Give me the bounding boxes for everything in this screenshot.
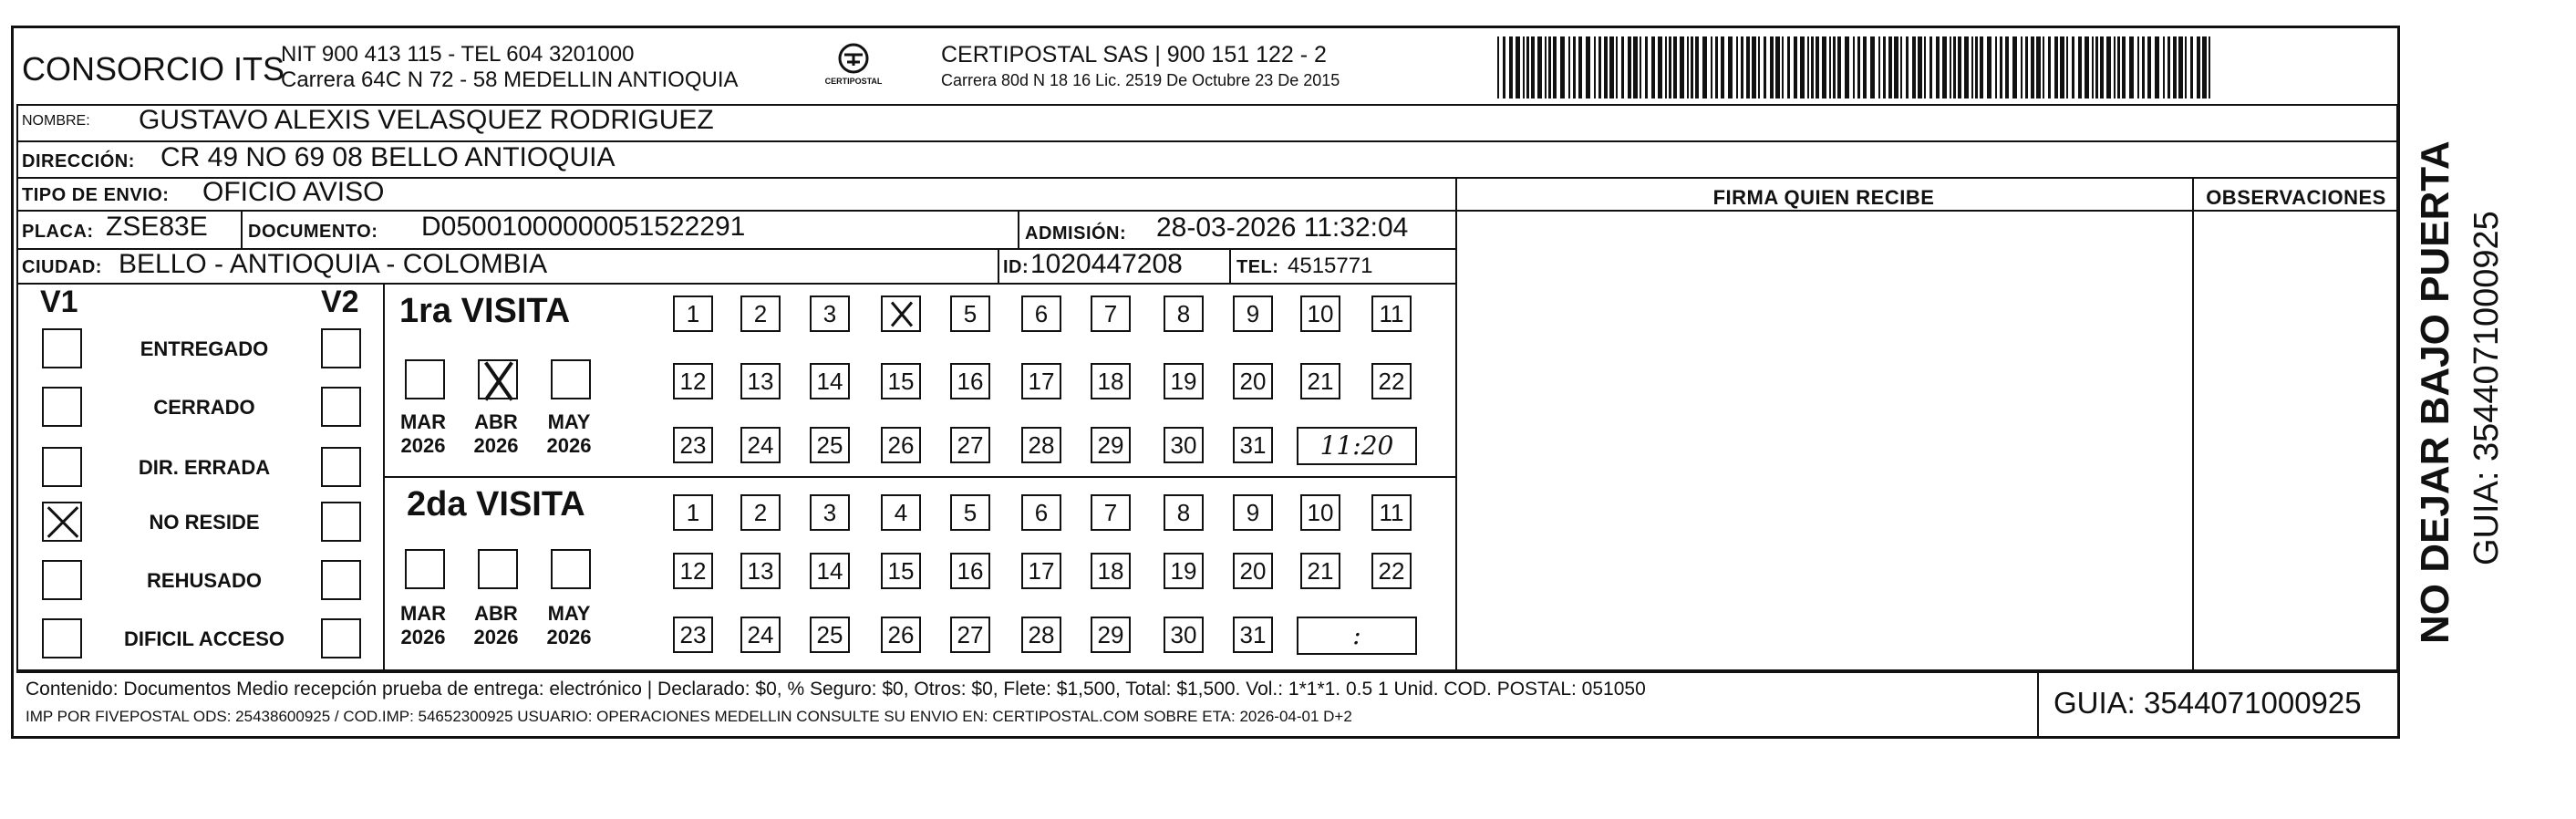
day-checkbox[interactable]: 27	[950, 427, 990, 463]
day-checkbox[interactable]: 4	[881, 494, 921, 531]
barcode-bar	[1503, 36, 1505, 98]
barcode-bar	[1764, 36, 1766, 98]
barcode-bar	[2106, 36, 2111, 98]
tipo-envio-value: OFICIO AVISO	[202, 177, 385, 207]
barcode-bar	[1775, 36, 1780, 98]
barcode-bar	[2005, 36, 2009, 98]
barcode-bar	[1526, 36, 1529, 98]
month-label	[394, 602, 452, 649]
month-checkbox[interactable]	[405, 359, 445, 399]
company-address: Carrera 64C N 72 - 58 MEDELLIN ANTIOQUIA	[281, 67, 739, 92]
status-label: DIR. ERRADA	[138, 456, 271, 479]
barcode-bar	[1912, 36, 1916, 98]
placa-label: PLACA:	[22, 222, 94, 242]
nombre-label: NOMBRE:	[22, 113, 90, 129]
barcode-bar	[1936, 36, 1940, 98]
barcode-bar	[1953, 36, 1956, 98]
barcode-bar	[2163, 36, 2165, 98]
month-year: 2026	[400, 434, 446, 457]
barcode-bar	[1800, 36, 1805, 98]
day-checkbox[interactable]: 7	[1091, 494, 1131, 531]
day-checkbox[interactable]: 11	[1371, 295, 1412, 332]
barcode-bar	[1863, 36, 1867, 98]
day-checkbox[interactable]: 29	[1091, 427, 1131, 463]
day-checkbox[interactable]: 10	[1300, 494, 1340, 531]
month-name: MAR	[399, 602, 447, 625]
day-checkbox[interactable]: 10	[1300, 295, 1340, 332]
barcode-bar	[2178, 36, 2183, 98]
barcode-bar	[2209, 36, 2210, 98]
barcode-bar	[1906, 36, 1909, 98]
barcode-bar	[1573, 36, 1576, 98]
visit1-title: 1ra VISITA	[399, 292, 571, 330]
barcode-bar	[1616, 36, 1618, 98]
day-checkbox[interactable]: 6	[1021, 494, 1061, 531]
barcode-bar	[1594, 36, 1596, 98]
day-checkbox[interactable]: 23	[673, 427, 713, 463]
barcode-bar	[2137, 36, 2139, 98]
status-label: NO RESIDE	[149, 511, 260, 534]
firma-left-border	[1455, 177, 1457, 671]
barcode-bar	[1669, 36, 1671, 98]
col-divider	[1018, 210, 1019, 248]
barcode-bar	[1621, 36, 1624, 98]
day-checkbox[interactable]: 25	[810, 427, 850, 463]
certipostal-line: CERTIPOSTAL SAS | 900 151 122 - 2	[941, 42, 1327, 67]
barcode-bar	[1942, 36, 1947, 98]
barcode-bar	[1537, 36, 1542, 98]
barcode-bar	[1971, 36, 1973, 98]
month-name: MAR	[399, 410, 447, 433]
barcode-bar	[1497, 36, 1499, 98]
day-checkbox[interactable]: 26	[881, 617, 921, 653]
barcode-bar	[1752, 36, 1756, 98]
day-checkbox[interactable]: 11	[1371, 494, 1412, 531]
day-checkbox[interactable]: 17	[1021, 553, 1061, 589]
id-label: ID:	[1003, 257, 1029, 277]
v1-checkbox[interactable]	[42, 387, 82, 427]
month-label	[394, 410, 452, 458]
day-checkbox[interactable]: 9	[1233, 494, 1273, 531]
ciudad-value: BELLO - ANTIOQUIA - COLOMBIA	[119, 249, 548, 279]
barcode-bar	[2060, 36, 2064, 98]
month-year: 2026	[473, 626, 519, 648]
status-label: DIFICIL ACCESO	[123, 627, 284, 650]
day-checkbox[interactable]: 24	[740, 427, 781, 463]
firma-header: FIRMA QUIEN RECIBE	[1712, 186, 1935, 209]
barcode-bar	[1553, 36, 1557, 98]
barcode-bar	[2085, 36, 2089, 98]
month-label	[540, 410, 598, 458]
barcode-bar	[1658, 36, 1662, 98]
status-label: REHUSADO	[147, 569, 262, 592]
barcode-bar	[2114, 36, 2116, 98]
day-checkbox[interactable]: 5	[950, 494, 990, 531]
barcode-bar	[1807, 36, 1809, 98]
barcode-bar	[2078, 36, 2082, 98]
barcode-bar	[1782, 36, 1784, 98]
barcode-bar	[1736, 36, 1738, 98]
barcode-bar	[2000, 36, 2002, 98]
month-checkbox[interactable]	[551, 549, 591, 589]
month-year: 2026	[546, 434, 592, 457]
certipostal-logo	[817, 42, 890, 93]
barcode-bar	[2021, 36, 2023, 98]
barcode-bar	[2095, 36, 2098, 98]
barcode-bar	[1645, 36, 1648, 98]
barcode-bar	[1721, 36, 1724, 98]
barcode-bar	[1548, 36, 1551, 98]
barcode-bar	[2100, 36, 2104, 98]
day-checkbox[interactable]: 25	[810, 617, 850, 653]
firma-signature-area[interactable]	[1459, 212, 2188, 668]
day-checkbox[interactable]: 16	[950, 363, 990, 399]
barcode-bar	[1900, 36, 1902, 98]
time-field[interactable]: 11:20	[1297, 427, 1417, 465]
barcode-bar	[1894, 36, 1898, 98]
footer-guia: GUIA: 3544071000925	[2054, 686, 2362, 720]
status-label: ENTREGADO	[140, 337, 269, 360]
day-checkbox[interactable]: 31	[1233, 427, 1273, 463]
side-guia: GUIA: 3544071000925	[2467, 211, 2506, 565]
day-checkbox[interactable]: 19	[1164, 553, 1204, 589]
v2-checkbox[interactable]	[321, 387, 361, 427]
barcode-bar	[2072, 36, 2074, 98]
barcode-bar	[1578, 36, 1582, 98]
day-checkbox[interactable]: 8	[1164, 494, 1204, 531]
month-checkbox[interactable]	[551, 359, 591, 399]
barcode-bar	[1995, 36, 1997, 98]
barcode-bar	[2025, 36, 2028, 98]
barcode-bar	[1811, 36, 1814, 98]
barcode-bar	[2155, 36, 2159, 98]
month-year: 2026	[473, 434, 519, 457]
barcode-bar	[1950, 36, 1951, 98]
day-checkbox[interactable]: 17	[1021, 363, 1061, 399]
barcode-bar	[1888, 36, 1892, 98]
day-checkbox[interactable]: 22	[1371, 363, 1412, 399]
day-checkbox[interactable]: 6	[1021, 295, 1061, 332]
barcode-bar	[2122, 36, 2126, 98]
visit-divider	[383, 476, 1455, 478]
barcode-bar	[1665, 36, 1667, 98]
month-name: ABR	[474, 602, 518, 625]
day-checkbox[interactable]: 29	[1091, 617, 1131, 653]
day-checkbox[interactable]: 13	[740, 553, 781, 589]
day-checkbox[interactable]: 30	[1164, 617, 1204, 653]
barcode-bar	[1523, 36, 1525, 98]
day-checkbox[interactable]: 21	[1300, 363, 1340, 399]
barcode-bar	[1987, 36, 1991, 98]
barcode-bar	[1640, 36, 1641, 98]
barcode-bar	[1816, 36, 1819, 98]
day-checkbox[interactable]: 3	[810, 494, 850, 531]
month-year: 2026	[546, 626, 592, 648]
direccion-value: CR 49 NO 69 08 BELLO ANTIOQUIA	[160, 142, 616, 172]
barcode-bar	[1794, 36, 1797, 98]
month-label	[467, 602, 525, 649]
barcode-bar	[1958, 36, 1961, 98]
barcode-bar	[1837, 36, 1841, 98]
documento-label: DOCUMENTO:	[248, 222, 378, 242]
day-checkbox[interactable]: 19	[1164, 363, 1204, 399]
barcode-bar	[1673, 36, 1677, 98]
day-checkbox[interactable]: 12	[673, 553, 713, 589]
placa-value: ZSE83E	[106, 212, 208, 242]
barcode-bar	[1980, 36, 1983, 98]
month-label	[467, 410, 525, 458]
barcode-bar	[2142, 36, 2145, 98]
barcode-bar	[2043, 36, 2044, 98]
tipo-envio-label: TIPO DE ENVIO:	[22, 185, 170, 205]
day-checkbox[interactable]: 9	[1233, 295, 1273, 332]
barcode-bar	[1598, 36, 1601, 98]
barcode-bar	[2054, 36, 2058, 98]
barcode-bar	[1845, 36, 1849, 98]
barcode-bar	[1883, 36, 1886, 98]
v1-checkbox[interactable]	[42, 328, 82, 368]
barcode-bar	[1560, 36, 1565, 98]
day-checkbox[interactable]: 21	[1300, 553, 1340, 589]
barcode-bar	[1568, 36, 1570, 98]
barcode-bar	[2036, 36, 2041, 98]
admision-value: 28-03-2026 11:32:04	[1156, 213, 1409, 243]
documento-value: D05001000000051522291	[421, 212, 746, 242]
nombre-value: GUSTAVO ALEXIS VELASQUEZ RODRIGUEZ	[139, 105, 714, 135]
nit-line: NIT 900 413 115 - TEL 604 3201000	[281, 42, 635, 67]
barcode-bar	[1822, 36, 1826, 98]
barcode-bar	[2012, 36, 2017, 98]
barcode-bar	[1633, 36, 1638, 98]
barcode-bar	[1687, 36, 1689, 98]
day-checkbox[interactable]: 26	[881, 427, 921, 463]
v1-checkbox[interactable]	[42, 618, 82, 658]
contenido-line: Contenido: Documentos Medio recepción prueba de entrega: electrónico | Declarado: $0, % Seguro: $0, Otros: $0, Flete: $1,500, Total: $1,500. Vol.: 1*1*1. 0.5 1 Unid. COD. POSTAL: 051050	[26, 679, 1646, 700]
month-checkbox[interactable]	[478, 549, 518, 589]
month-name: MAY	[547, 410, 591, 433]
barcode-bar	[1715, 36, 1718, 98]
month-name: ABR	[474, 410, 518, 433]
status-label: CERRADO	[153, 396, 255, 419]
v2-checkbox[interactable]	[321, 502, 361, 542]
barcode-bar	[2129, 36, 2134, 98]
day-checkbox[interactable]: 16	[950, 553, 990, 589]
barcode-bar	[1702, 36, 1707, 98]
barcode-bar	[1758, 36, 1760, 98]
day-checkbox[interactable]: 27	[950, 617, 990, 653]
tel-label: TEL:	[1236, 257, 1279, 277]
barcode-bar	[2092, 36, 2094, 98]
barcode-bar	[1586, 36, 1590, 98]
barcode-bar	[2190, 36, 2193, 98]
barcode-bar	[2202, 36, 2207, 98]
day-checkbox[interactable]: 2	[740, 295, 781, 332]
v1-checkbox[interactable]	[42, 560, 82, 600]
tel-value: 4515771	[1288, 254, 1373, 278]
v2-checkbox[interactable]	[321, 328, 361, 368]
day-checkbox[interactable]: 2	[740, 494, 781, 531]
day-checkbox[interactable]: 22	[1371, 553, 1412, 589]
day-checkbox[interactable]: 1	[673, 295, 713, 332]
row-divider	[16, 283, 1455, 285]
barcode-bar	[1918, 36, 1922, 98]
v2-checkbox[interactable]	[321, 560, 361, 600]
day-checkbox[interactable]: 14	[810, 363, 850, 399]
company-name: CONSORCIO ITS	[22, 50, 285, 88]
barcode-bar	[1651, 36, 1655, 98]
direccion-label: DIRECCIÓN:	[22, 151, 135, 171]
barcode-bar	[1929, 36, 1932, 98]
ciudad-label: CIUDAD:	[22, 257, 102, 277]
barcode-bar	[1691, 36, 1693, 98]
barcode-bar	[1545, 36, 1547, 98]
day-checkbox[interactable]: 28	[1021, 427, 1061, 463]
barcode-bar	[1770, 36, 1774, 98]
barcode-bar	[1924, 36, 1926, 98]
day-checkbox[interactable]: 24	[740, 617, 781, 653]
logo-text: CERTIPOSTAL	[824, 77, 883, 86]
barcode-bar	[1604, 36, 1608, 98]
month-year: 2026	[400, 626, 446, 648]
time-field[interactable]: :	[1297, 617, 1417, 655]
barcode-bar	[1787, 36, 1790, 98]
day-checkbox[interactable]: 18	[1091, 363, 1131, 399]
barcode-bar	[2173, 36, 2177, 98]
barcode-bar	[2185, 36, 2187, 98]
barcode-bar	[1728, 36, 1733, 98]
barcode-bar	[1509, 36, 1513, 98]
day-checkbox[interactable]: 8	[1164, 295, 1204, 332]
barcode-bar	[2066, 36, 2068, 98]
footer-divider	[16, 671, 2398, 673]
barcode-bar	[1975, 36, 1978, 98]
barcode-bar	[1870, 36, 1875, 98]
barcode-bar	[1695, 36, 1699, 98]
barcode-bar	[2197, 36, 2200, 98]
observaciones-area[interactable]	[2196, 212, 2396, 668]
observaciones-left-border	[2192, 177, 2194, 671]
barcode-bar	[2167, 36, 2170, 98]
day-checkbox[interactable]: 31	[1233, 617, 1273, 653]
day-checkbox[interactable]: 3	[810, 295, 850, 332]
barcode-bar	[1964, 36, 1969, 98]
barcode-bar	[1857, 36, 1860, 98]
barcode-bar	[1711, 36, 1712, 98]
v1-checkbox[interactable]	[42, 502, 82, 542]
day-checkbox[interactable]: 7	[1091, 295, 1131, 332]
day-checkbox[interactable]: 20	[1233, 363, 1273, 399]
month-checkbox[interactable]	[405, 549, 445, 589]
barcode-bar	[2048, 36, 2051, 98]
v1-checkbox[interactable]	[42, 447, 82, 487]
day-checkbox[interactable]: 1	[673, 494, 713, 531]
id-value: 1020447208	[1030, 249, 1183, 279]
v2-header: V2	[321, 285, 359, 319]
col-divider	[1229, 248, 1231, 283]
day-checkbox[interactable]: 20	[1233, 553, 1273, 589]
observaciones-header: OBSERVACIONES	[2206, 186, 2386, 209]
certipostal-address: Carrera 80d N 18 16 Lic. 2519 De Octubre 23 De 2015	[941, 71, 1340, 89]
v2-checkbox[interactable]	[321, 618, 361, 658]
visit2-title: 2da VISITA	[407, 485, 585, 524]
barcode-bar	[1878, 36, 1880, 98]
barcode-bar	[1746, 36, 1750, 98]
month-label	[540, 602, 598, 649]
month-checkbox[interactable]	[478, 359, 518, 399]
day-checkbox[interactable]: 14	[810, 553, 850, 589]
day-checkbox[interactable]	[881, 295, 921, 332]
barcode-bar	[1609, 36, 1614, 98]
barcode-bar	[1833, 36, 1836, 98]
day-checkbox[interactable]: 15	[881, 363, 921, 399]
imp-line: IMP POR FIVEPOSTAL ODS: 25438600925 / COD.IMP: 54652300925 USUARIO: OPERACIONES MEDELLIN CONSULTE SU ENVIO EN: CERTIPOSTAL.COM SOBRE ETA: 2026-04-01 D+2	[26, 708, 1352, 725]
day-checkbox[interactable]: 12	[673, 363, 713, 399]
barcode-bar	[1741, 36, 1743, 98]
col-divider	[998, 248, 999, 283]
col-divider	[241, 210, 243, 248]
v1-header: V1	[40, 285, 78, 319]
barcode-bar	[2031, 36, 2034, 98]
day-checkbox[interactable]: 13	[740, 363, 781, 399]
barcode-bar	[2147, 36, 2151, 98]
month-name: MAY	[547, 602, 591, 625]
guia-divider	[2037, 671, 2039, 737]
barcode-bar	[1829, 36, 1831, 98]
barcode-bar	[2117, 36, 2120, 98]
day-checkbox[interactable]: 23	[673, 617, 713, 653]
day-checkbox[interactable]: 15	[881, 553, 921, 589]
barcode-bar	[1853, 36, 1855, 98]
barcode-bar	[1516, 36, 1520, 98]
barcode-bar	[1531, 36, 1535, 98]
barcode-bar	[1680, 36, 1684, 98]
side-warning: NO DEJAR BAJO PUERTA	[2413, 140, 2457, 644]
day-checkbox[interactable]: 18	[1091, 553, 1131, 589]
day-checkbox[interactable]: 28	[1021, 617, 1061, 653]
barcode-bar	[1628, 36, 1631, 98]
v2-checkbox[interactable]	[321, 447, 361, 487]
day-checkbox[interactable]: 5	[950, 295, 990, 332]
day-checkbox[interactable]: 30	[1164, 427, 1204, 463]
barcode	[1495, 36, 2216, 98]
admision-label: ADMISIÓN:	[1025, 223, 1127, 244]
